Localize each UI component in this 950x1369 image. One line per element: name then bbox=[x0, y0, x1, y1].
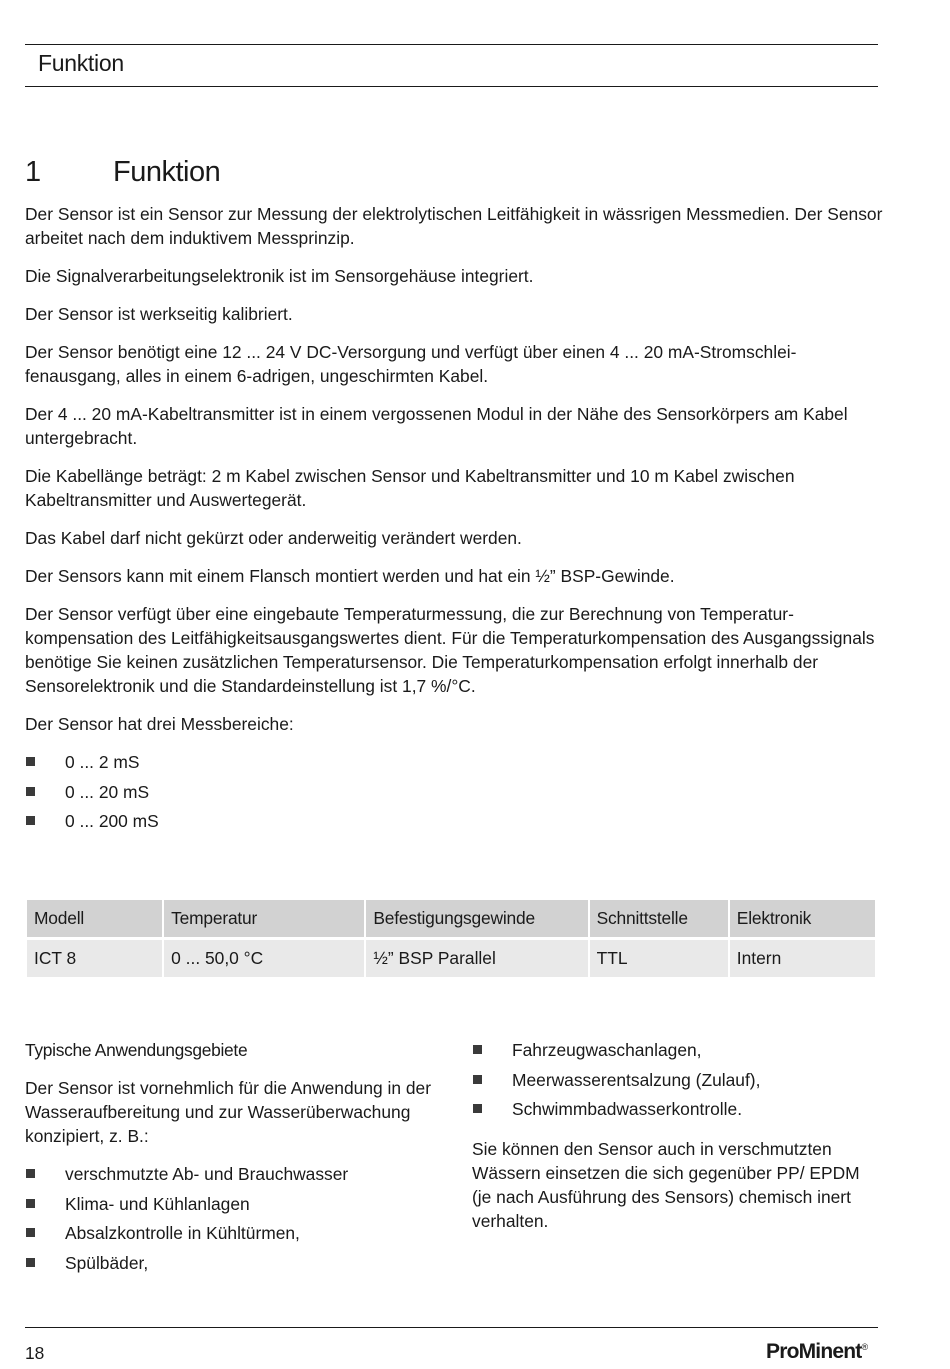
applications-list-left bbox=[25, 1162, 445, 1280]
table-cell: ½” BSP Parallel bbox=[366, 940, 587, 977]
applications-right-column bbox=[472, 1038, 882, 1247]
list-item: Klima- und Kühlanlagen bbox=[25, 1192, 445, 1222]
page-number: 18 bbox=[25, 1343, 45, 1363]
header-top-rule bbox=[25, 44, 878, 45]
table-header-cell: Befestigungsgewinde bbox=[366, 900, 587, 937]
square-bullet-icon bbox=[26, 787, 35, 796]
running-header-title: Funktion bbox=[38, 50, 124, 76]
square-bullet-icon bbox=[26, 1199, 35, 1208]
paragraph: Der Sensor ist werkseitig kalibriert. bbox=[25, 304, 293, 324]
table-header-cell: Elektronik bbox=[730, 900, 875, 937]
table-cell: TTL bbox=[590, 940, 728, 977]
chapter-heading bbox=[25, 156, 220, 189]
square-bullet-icon bbox=[473, 1045, 482, 1054]
table-cell: ICT 8 bbox=[27, 940, 162, 977]
paragraph: Die Signalverarbeitungselektronik ist im Sensorgehäuse integriert. bbox=[25, 266, 534, 286]
list-item: verschmutzte Ab- und Brauchwasser bbox=[25, 1162, 445, 1192]
square-bullet-icon bbox=[26, 816, 35, 825]
list-item: 0 ... 2 mS bbox=[25, 750, 885, 780]
list-item: Absalzkontrolle in Kühltürmen, bbox=[25, 1221, 445, 1251]
paragraph: Der Sensor benötigt eine 12 ... 24 V DC-Versorgung und verfügt über einen 4 ... 20 mA-Stromschleifenausgang, alles in einem 6-adrigen, ungeschirmten Kabel. bbox=[25, 342, 797, 386]
registered-mark: ® bbox=[861, 1342, 868, 1352]
list-item: 0 ... 20 mS bbox=[25, 780, 885, 810]
square-bullet-icon bbox=[473, 1075, 482, 1084]
list-item: 0 ... 200 mS bbox=[25, 809, 885, 839]
applications-intro: Der Sensor ist vornehmlich für die Anwendung in der Wasseraufbereitung und zur Wasserüberwachung konzipiert, z. B.: bbox=[25, 1078, 431, 1146]
spec-table bbox=[25, 897, 877, 980]
list-item: Fahrzeugwaschanlagen, bbox=[472, 1038, 882, 1068]
main-content bbox=[25, 202, 885, 839]
applications-left-column bbox=[25, 1038, 445, 1280]
square-bullet-icon bbox=[26, 1228, 35, 1237]
header-bottom-rule bbox=[25, 86, 878, 87]
measuring-ranges-list bbox=[25, 750, 885, 839]
table-header-row bbox=[27, 900, 875, 937]
table-row bbox=[27, 940, 875, 977]
paragraph: Der Sensor ist ein Sensor zur Messung der elektrolytischen Leitfähigkeit in wässrigen Messmedien. Der Sensor arbeitet nach dem induktivem Messprinzip. bbox=[25, 204, 883, 248]
paragraph: Der 4 ... 20 mA-Kabeltransmitter ist in einem vergossenen Modul in der Nähe des Sensorkörpers am Kabel untergebracht. bbox=[25, 404, 848, 448]
footer-rule bbox=[25, 1327, 878, 1328]
square-bullet-icon bbox=[26, 1169, 35, 1178]
square-bullet-icon bbox=[26, 757, 35, 766]
chapter-number: 1 bbox=[25, 156, 41, 188]
paragraph: Die Kabellänge beträgt: 2 m Kabel zwischen Sensor und Kabeltransmitter und 10 m Kabel zwischen Kabeltransmitter und Auswertegerät. bbox=[25, 466, 795, 510]
applications-closing: Sie können den Sensor auch in verschmutzten Wässern einsetzen die sich gegenüber PP/ EPDM (je nach Ausführung des Sensors) chemisch inert verhalten. bbox=[472, 1138, 860, 1231]
table-cell: 0 ... 50,0 °C bbox=[164, 940, 364, 977]
paragraph: Der Sensors kann mit einem Flansch montiert werden und hat ein ½” BSP-Gewinde. bbox=[25, 566, 675, 586]
table-header-cell: Modell bbox=[27, 900, 162, 937]
table-header-cell: Schnittstelle bbox=[590, 900, 728, 937]
list-item: Schwimmbadwasserkontrolle. bbox=[472, 1097, 882, 1127]
applications-heading: Typische Anwendungsgebiete bbox=[25, 1040, 248, 1060]
table-cell: Intern bbox=[730, 940, 875, 977]
square-bullet-icon bbox=[473, 1104, 482, 1113]
applications-list-right bbox=[472, 1038, 882, 1127]
list-item: Meerwasserentsalzung (Zulauf), bbox=[472, 1068, 882, 1098]
paragraph: Der Sensor verfügt über eine eingebaute Temperaturmessung, die zur Berechnung von Temperaturkompensation des Leitfähigkeitsausgangswertes dient. Für die Temperaturkompensation des Ausgangssignals benötige Sie keinen zusätzlichen Temperatursensor. Die Temperaturkompensation erfolgt innerhalb der Sensorelektronik und die Standardeinstellung ist 1,7 %/°C. bbox=[25, 604, 875, 696]
paragraph: Das Kabel darf nicht gekürzt oder anderweitig verändert werden. bbox=[25, 528, 522, 548]
paragraph: Der Sensor hat drei Messbereiche: bbox=[25, 714, 294, 734]
square-bullet-icon bbox=[26, 1258, 35, 1267]
chapter-title: Funktion bbox=[113, 156, 221, 188]
prominent-logo: ProMinent® bbox=[766, 1340, 868, 1363]
list-item: Spülbäder, bbox=[25, 1251, 445, 1281]
table-header-cell: Temperatur bbox=[164, 900, 364, 937]
